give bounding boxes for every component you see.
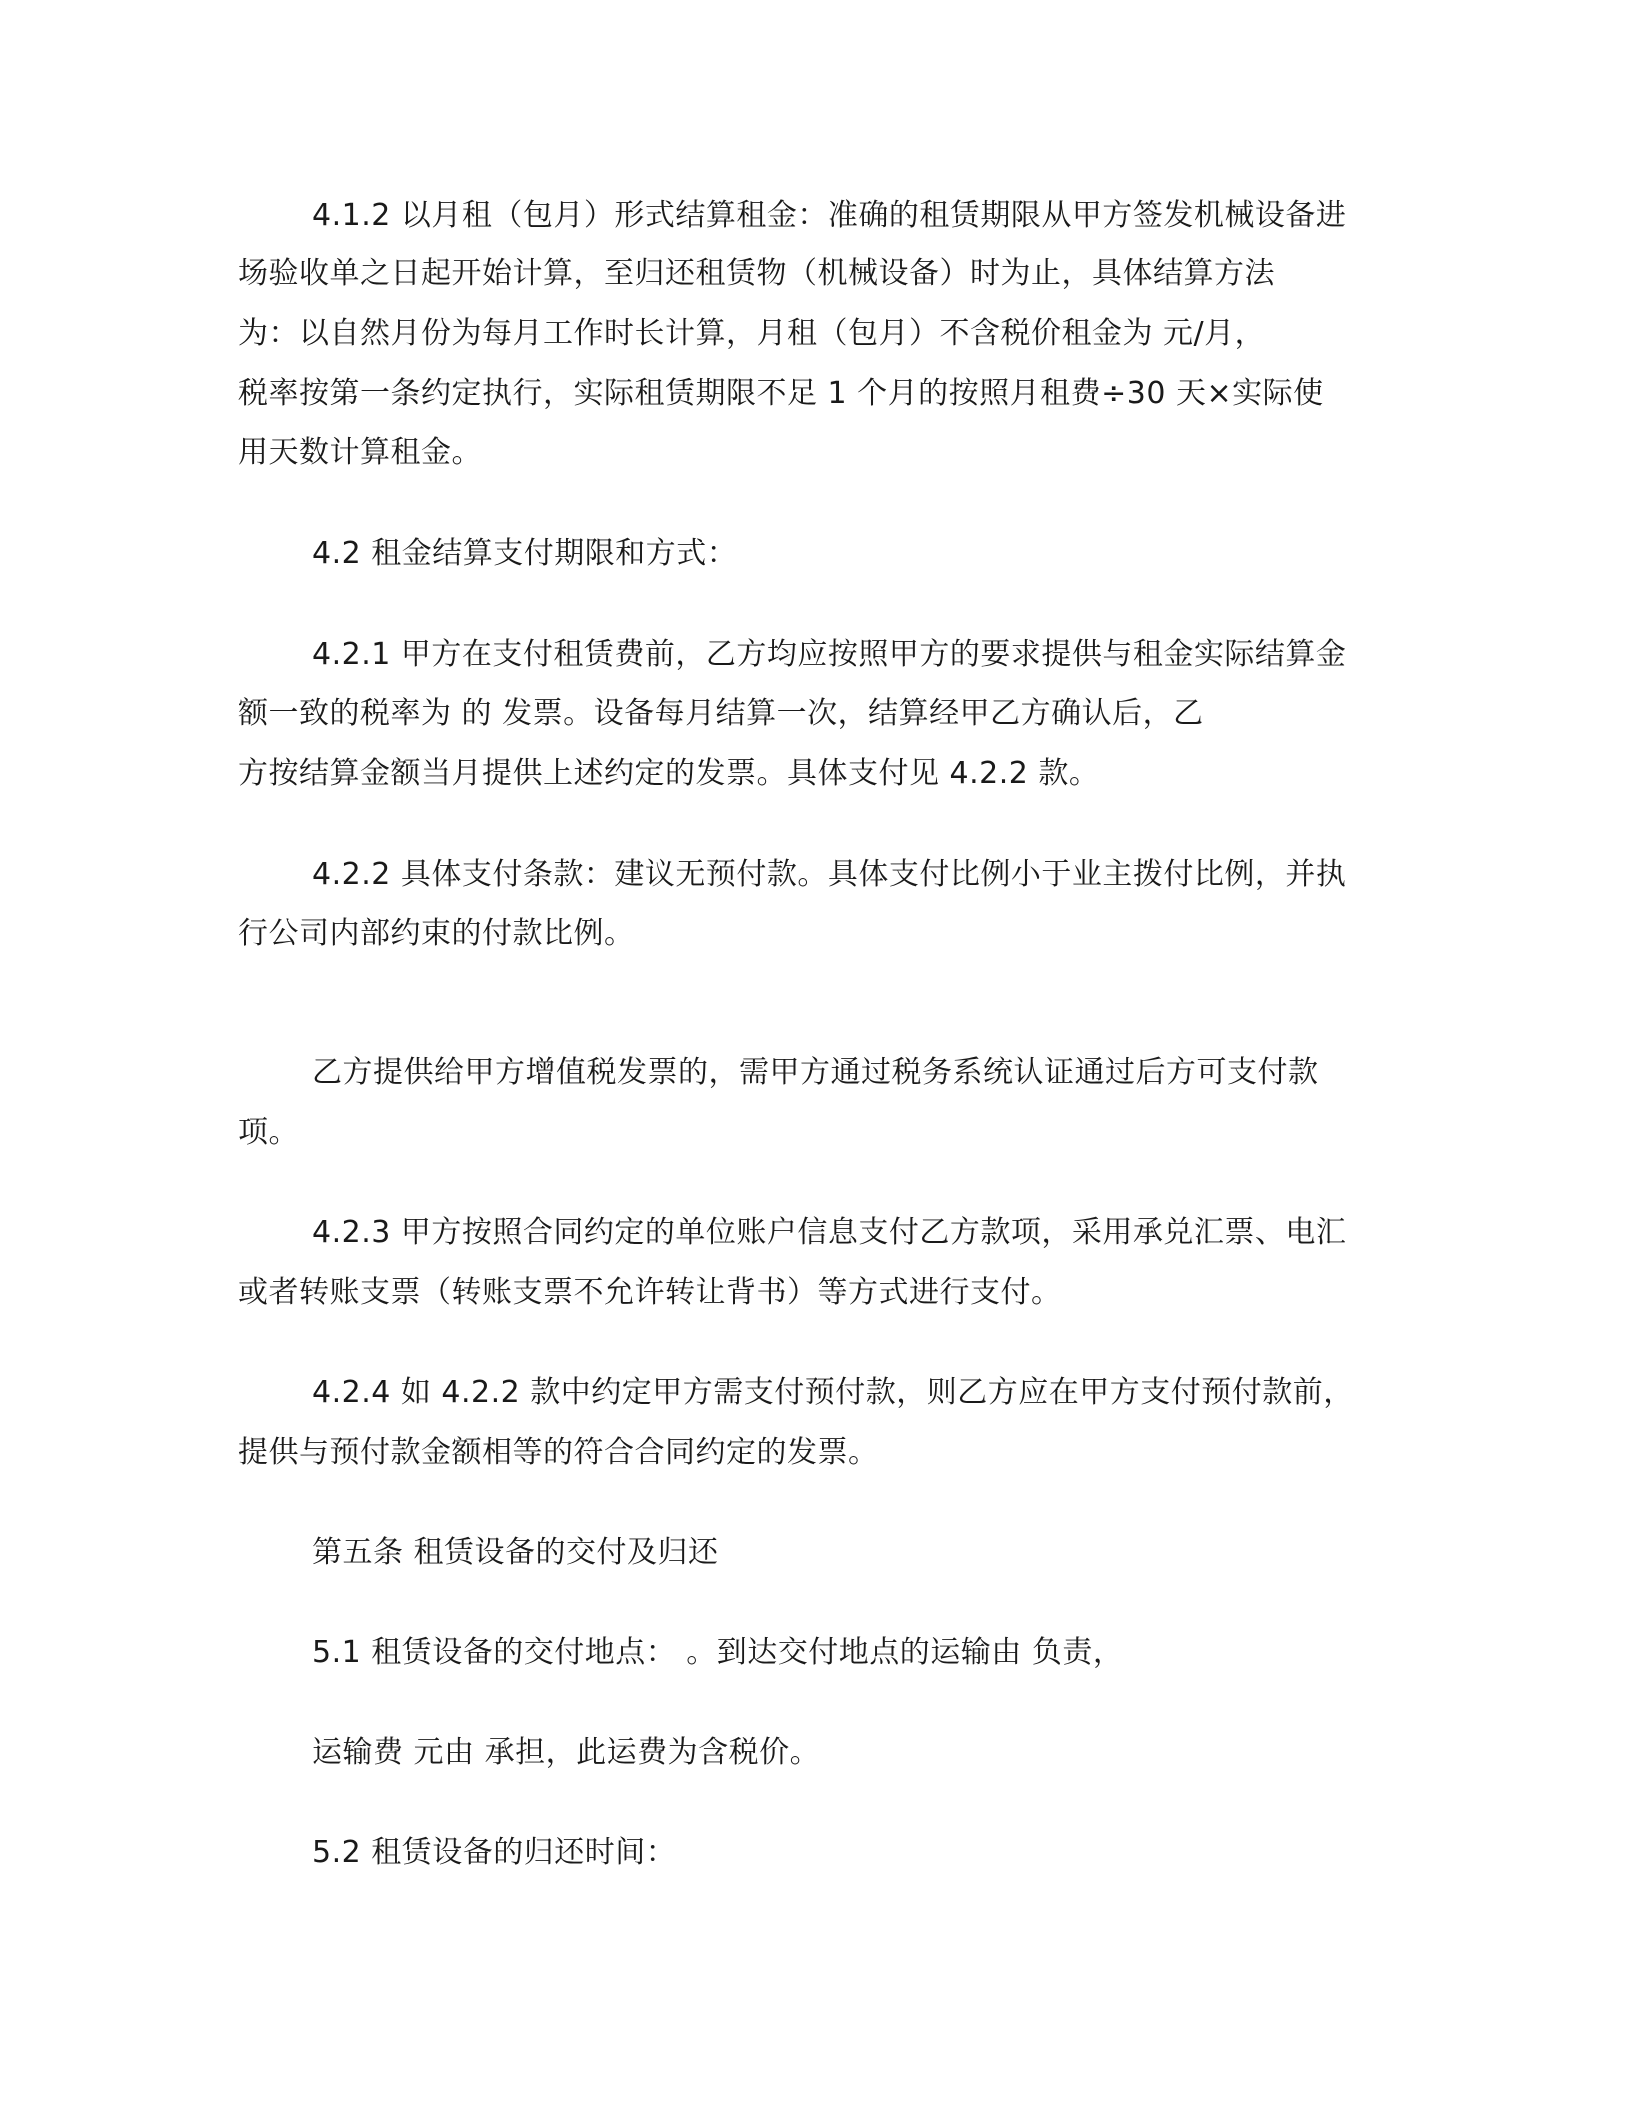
paragraph-4-2-3-line-1: 4.2.3 甲方按照合同约定的单位账户信息支付乙方款项，采用承兑汇票、电汇 [312, 1215, 1347, 1250]
paragraph-4-2-2-line-1: 4.2.2 具体支付条款：建议无预付款。具体支付比例小于业主拨付比例，并执 [312, 857, 1347, 892]
section-heading-4-2: 4.2 租金结算支付期限和方式： [312, 536, 738, 571]
paragraph-vat-line-2: 项。 [238, 1115, 299, 1150]
paragraph-4-2-4-line-1: 4.2.4 如 4.2.2 款中约定甲方需支付预付款，则乙方应在甲方支付预付款前， [312, 1375, 1354, 1410]
paragraph-4-1-2-line-1: 4.1.2 以月租（包月）形式结算租金：准确的租赁期限从甲方签发机械设备进 [312, 198, 1347, 233]
paragraph-4-1-2-line-3: 为：以自然月份为每月工作时长计算，月租（包月）不含税价租金为 元/月， [238, 316, 1266, 351]
paragraph-4-2-1-line-1: 4.2.1 甲方在支付租赁费前，乙方均应按照甲方的要求提供与租金实际结算金 [312, 637, 1347, 672]
paragraph-4-2-2-line-2: 行公司内部约束的付款比例。 [238, 916, 635, 951]
paragraph-vat-line-1: 乙方提供给甲方增值税发票的，需甲方通过税务系统认证通过后方可支付款 [312, 1055, 1319, 1090]
paragraph-4-1-2-line-5: 用天数计算租金。 [238, 435, 482, 470]
paragraph-4-1-2-line-2: 场验收单之日起开始计算，至归还租赁物（机械设备）时为止，具体结算方法 [238, 256, 1275, 291]
paragraph-5-2: 5.2 租赁设备的归还时间： [312, 1835, 677, 1870]
paragraph-4-2-1-line-3: 方按结算金额当月提供上述约定的发票。具体支付见 4.2.2 款。 [238, 756, 1100, 791]
paragraph-5-1-transport-fee: 运输费 元由 承担，此运费为含税价。 [312, 1735, 821, 1770]
paragraph-4-2-3-line-2: 或者转账支票（转账支票不允许转让背书）等方式进行支付。 [238, 1275, 1062, 1310]
paragraph-4-2-4-line-2: 提供与预付款金额相等的符合合同约定的发票。 [238, 1435, 879, 1470]
paragraph-4-2-1-line-2: 额一致的税率为 的 发票。设备每月结算一次，结算经甲乙方确认后，乙 [238, 696, 1204, 731]
paragraph-5-1: 5.1 租赁设备的交付地点： 。到达交付地点的运输由 负责， [312, 1635, 1124, 1670]
paragraph-4-1-2-line-4: 税率按第一条约定执行，实际租赁期限不足 1 个月的按照月租费÷30 天×实际使 [238, 376, 1324, 411]
article-5-heading: 第五条 租赁设备的交付及归还 [312, 1535, 719, 1570]
